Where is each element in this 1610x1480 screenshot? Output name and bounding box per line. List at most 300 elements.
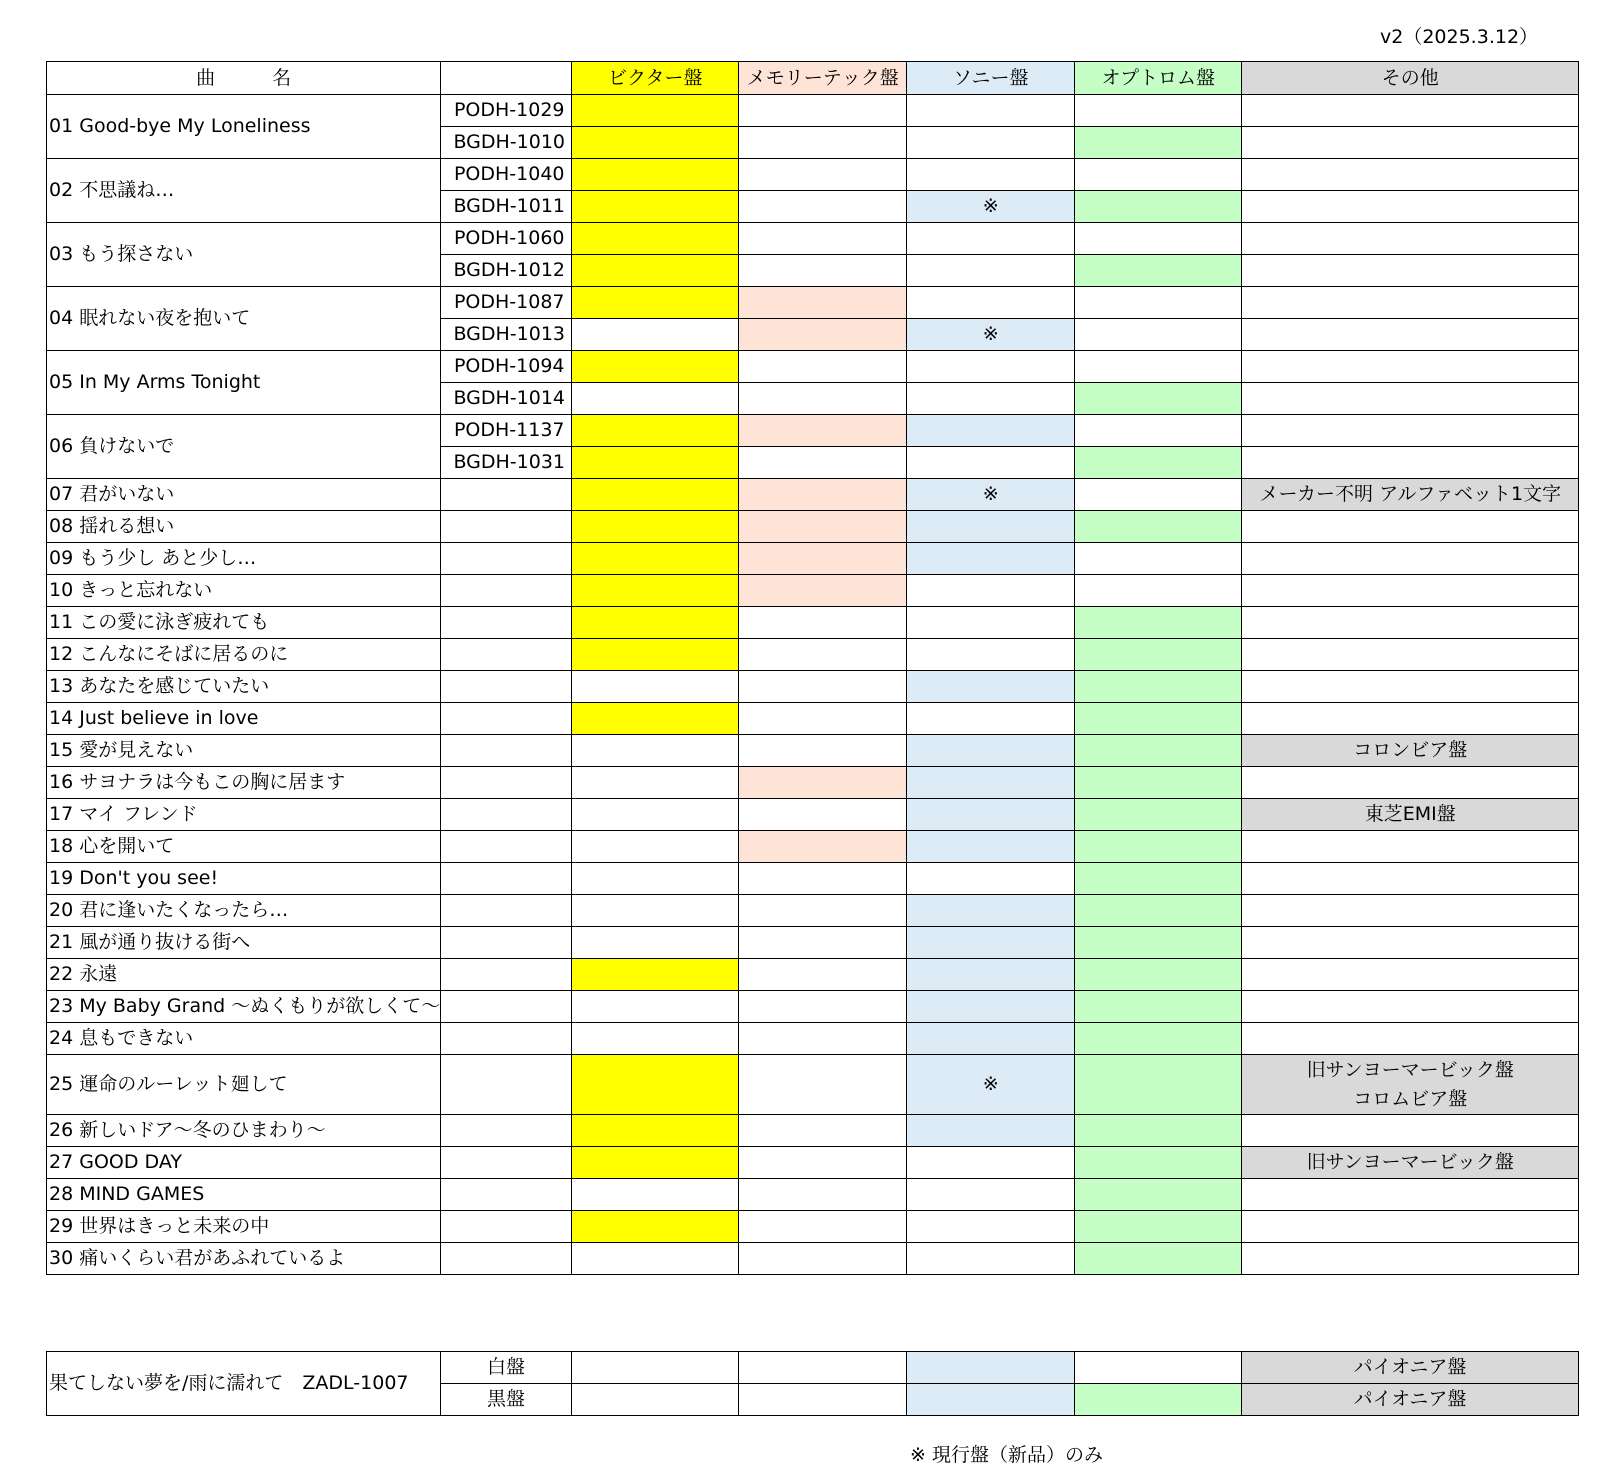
victor-cell (572, 1352, 739, 1384)
sony-cell: ※ (907, 191, 1075, 223)
sony-cell: ※ (907, 1055, 1075, 1115)
table-row (47, 287, 1579, 319)
song-title: 19 Don't you see! (47, 863, 441, 895)
table-row (47, 543, 1579, 575)
victor-cell (572, 671, 739, 703)
optrom-cell (1075, 415, 1242, 447)
memorytech-cell (739, 863, 907, 895)
sony-cell (907, 863, 1075, 895)
song-title: 12 こんなにそばに居るのに (47, 639, 441, 671)
other-cell (1242, 191, 1579, 223)
other-cell (1242, 383, 1579, 415)
catalog-number: BGDH-1031 (441, 447, 572, 479)
victor-cell (572, 703, 739, 735)
catalog-number (441, 575, 572, 607)
sony-cell (907, 831, 1075, 863)
optrom-cell (1075, 543, 1242, 575)
optrom-cell (1075, 223, 1242, 255)
optrom-cell (1075, 927, 1242, 959)
song-title: 04 眠れない夜を抱いて (47, 287, 441, 351)
optrom-cell (1075, 1055, 1242, 1115)
victor-cell (572, 575, 739, 607)
single-title: 果てしない夢を/雨に濡れて ZADL-1007 (47, 1352, 441, 1416)
other-cell: パイオニア盤 (1242, 1352, 1579, 1384)
catalog-number (441, 895, 572, 927)
other-cell (1242, 415, 1579, 447)
catalog-number (441, 479, 572, 511)
catalog-number (441, 1115, 572, 1147)
song-title: 28 MIND GAMES (47, 1179, 441, 1211)
table-row (47, 1055, 1579, 1115)
sony-cell (907, 351, 1075, 383)
catalog-number: PODH-1087 (441, 287, 572, 319)
optrom-cell (1075, 1115, 1242, 1147)
catalog-number: BGDH-1014 (441, 383, 572, 415)
sony-cell (907, 607, 1075, 639)
memorytech-cell (739, 959, 907, 991)
other-cell (1242, 767, 1579, 799)
memorytech-cell (739, 543, 907, 575)
table-row (47, 639, 1579, 671)
catalog-number (441, 1179, 572, 1211)
header-catalog (441, 62, 572, 95)
catalog-number (441, 991, 572, 1023)
table-row (47, 1023, 1579, 1055)
other-cell (1242, 895, 1579, 927)
song-title: 30 痛いくらい君があふれているよ (47, 1243, 441, 1275)
optrom-cell (1075, 671, 1242, 703)
catalog-number: PODH-1029 (441, 95, 572, 127)
memorytech-cell (739, 351, 907, 383)
table-row (47, 927, 1579, 959)
optrom-cell (1075, 735, 1242, 767)
other-cell (1242, 1115, 1579, 1147)
victor-cell (572, 319, 739, 351)
other-cell: パイオニア盤 (1242, 1384, 1579, 1416)
song-title: 25 運命のルーレット廻して (47, 1055, 441, 1115)
memorytech-cell (739, 1384, 907, 1416)
other-cell (1242, 511, 1579, 543)
table-row (47, 991, 1579, 1023)
catalog-number: BGDH-1013 (441, 319, 572, 351)
memorytech-cell (739, 191, 907, 223)
optrom-cell (1075, 255, 1242, 287)
optrom-cell (1075, 351, 1242, 383)
optrom-cell (1075, 1243, 1242, 1275)
other-cell: コロンビア盤 (1242, 735, 1579, 767)
catalog-number (441, 607, 572, 639)
optrom-cell (1075, 895, 1242, 927)
catalog-number (441, 511, 572, 543)
song-title: 10 きっと忘れない (47, 575, 441, 607)
optrom-cell (1075, 959, 1242, 991)
sony-cell (907, 1179, 1075, 1211)
optrom-cell (1075, 1352, 1242, 1384)
catalog-number (441, 831, 572, 863)
table-row (47, 831, 1579, 863)
optrom-cell (1075, 767, 1242, 799)
other-cell (1242, 831, 1579, 863)
optrom-cell (1075, 863, 1242, 895)
sony-cell (907, 1023, 1075, 1055)
victor-cell (572, 479, 739, 511)
memorytech-cell (739, 447, 907, 479)
catalog-number: PODH-1094 (441, 351, 572, 383)
sony-cell (907, 1384, 1075, 1416)
sony-cell (907, 383, 1075, 415)
optrom-cell (1075, 191, 1242, 223)
song-title: 17 マイ フレンド (47, 799, 441, 831)
victor-cell (572, 383, 739, 415)
other-cell (1242, 639, 1579, 671)
catalog-number: BGDH-1010 (441, 127, 572, 159)
header-optrom: オプトロム盤 (1075, 62, 1242, 95)
memorytech-cell (739, 703, 907, 735)
memorytech-cell (739, 95, 907, 127)
sony-cell (907, 895, 1075, 927)
sony-cell (907, 287, 1075, 319)
optrom-cell (1075, 575, 1242, 607)
table-row (47, 863, 1579, 895)
other-cell: 東芝EMI盤 (1242, 799, 1579, 831)
victor-cell (572, 1147, 739, 1179)
memorytech-cell (739, 223, 907, 255)
memorytech-cell (739, 639, 907, 671)
other-cell (1242, 223, 1579, 255)
sony-cell (907, 927, 1075, 959)
sony-cell (907, 223, 1075, 255)
victor-cell (572, 735, 739, 767)
disc-color-label: 白盤 (441, 1352, 572, 1384)
memorytech-cell (739, 319, 907, 351)
other-cell (1242, 863, 1579, 895)
memorytech-cell (739, 1243, 907, 1275)
optrom-cell (1075, 831, 1242, 863)
table-row (47, 575, 1579, 607)
optrom-cell (1075, 95, 1242, 127)
song-title: 13 あなたを感じていたい (47, 671, 441, 703)
victor-cell (572, 191, 739, 223)
optrom-cell (1075, 511, 1242, 543)
disc-color-label: 黒盤 (441, 1384, 572, 1416)
sony-cell (907, 159, 1075, 191)
memorytech-cell (739, 799, 907, 831)
catalog-number (441, 799, 572, 831)
victor-cell (572, 895, 739, 927)
catalog-number (441, 1055, 572, 1115)
song-title: 07 君がいない (47, 479, 441, 511)
table-row (47, 1179, 1579, 1211)
table-row (47, 671, 1579, 703)
other-cell (1242, 1023, 1579, 1055)
catalog-number (441, 1023, 572, 1055)
other-cell (1242, 991, 1579, 1023)
other-cell (1242, 1211, 1579, 1243)
sony-cell (907, 671, 1075, 703)
sony-cell (907, 543, 1075, 575)
memorytech-cell (739, 671, 907, 703)
sony-cell (907, 511, 1075, 543)
sony-cell (907, 767, 1075, 799)
table-row (47, 479, 1579, 511)
table-row (47, 1147, 1579, 1179)
catalog-number: BGDH-1012 (441, 255, 572, 287)
other-cell (1242, 1179, 1579, 1211)
memorytech-cell (739, 607, 907, 639)
victor-cell (572, 767, 739, 799)
other-cell (1242, 447, 1579, 479)
sony-cell (907, 1211, 1075, 1243)
optrom-cell (1075, 1179, 1242, 1211)
optrom-cell (1075, 607, 1242, 639)
table-row (47, 1243, 1579, 1275)
other-cell (1242, 607, 1579, 639)
single-table (46, 1351, 1579, 1416)
sony-cell (907, 447, 1075, 479)
victor-cell (572, 95, 739, 127)
song-title: 08 揺れる想い (47, 511, 441, 543)
sony-cell (907, 575, 1075, 607)
table-row (47, 1115, 1579, 1147)
table-row (47, 799, 1579, 831)
catalog-number: PODH-1137 (441, 415, 572, 447)
sony-cell (907, 1115, 1075, 1147)
song-title: 21 風が通り抜ける街へ (47, 927, 441, 959)
victor-cell (572, 351, 739, 383)
catalog-number (441, 639, 572, 671)
sony-cell (907, 735, 1075, 767)
optrom-cell (1075, 1147, 1242, 1179)
victor-cell (572, 1211, 739, 1243)
catalog-number (441, 927, 572, 959)
memorytech-cell (739, 831, 907, 863)
other-line: コロムビア盤 (1353, 1087, 1468, 1110)
memorytech-cell (739, 287, 907, 319)
other-cell (1242, 319, 1579, 351)
header-victor: ビクター盤 (572, 62, 739, 95)
table-row (47, 959, 1579, 991)
memorytech-cell (739, 1147, 907, 1179)
sony-cell: ※ (907, 319, 1075, 351)
memorytech-cell (739, 159, 907, 191)
catalog-number (441, 863, 572, 895)
other-cell (1242, 959, 1579, 991)
optrom-cell (1075, 991, 1242, 1023)
optrom-cell (1075, 703, 1242, 735)
victor-cell (572, 543, 739, 575)
other-cell (1242, 127, 1579, 159)
victor-cell (572, 863, 739, 895)
victor-cell (572, 447, 739, 479)
optrom-cell (1075, 159, 1242, 191)
header-sony: ソニー盤 (907, 62, 1075, 95)
memorytech-cell (739, 575, 907, 607)
song-title: 06 負けないで (47, 415, 441, 479)
other-cell (1242, 703, 1579, 735)
victor-cell (572, 1384, 739, 1416)
other-cell (1242, 1243, 1579, 1275)
optrom-cell (1075, 447, 1242, 479)
victor-cell (572, 959, 739, 991)
memorytech-cell (739, 127, 907, 159)
catalog-number (441, 671, 572, 703)
memorytech-cell (739, 255, 907, 287)
song-title: 11 この愛に泳ぎ疲れても (47, 607, 441, 639)
other-cell (1242, 351, 1579, 383)
catalog-number (441, 1147, 572, 1179)
song-title: 02 不思議ね… (47, 159, 441, 223)
main-table (46, 61, 1579, 1275)
song-title: 16 サヨナラは今もこの胸に居ます (47, 767, 441, 799)
table-row (47, 223, 1579, 255)
other-cell (1242, 543, 1579, 575)
song-title: 01 Good-bye My Loneliness (47, 95, 441, 159)
victor-cell (572, 927, 739, 959)
table-row (47, 159, 1579, 191)
optrom-cell (1075, 639, 1242, 671)
song-title: 18 心を開いて (47, 831, 441, 863)
victor-cell (572, 511, 739, 543)
table-row (47, 735, 1579, 767)
version-label: v2（2025.3.12） (1380, 26, 1539, 48)
optrom-cell (1075, 1211, 1242, 1243)
sony-cell (907, 127, 1075, 159)
catalog-number (441, 1211, 572, 1243)
table-row (47, 95, 1579, 127)
memorytech-cell (739, 767, 907, 799)
memorytech-cell (739, 1023, 907, 1055)
song-title: 29 世界はきっと未来の中 (47, 1211, 441, 1243)
sony-cell (907, 1352, 1075, 1384)
sony-cell (907, 415, 1075, 447)
sony-cell (907, 703, 1075, 735)
song-title: 05 In My Arms Tonight (47, 351, 441, 415)
sony-cell (907, 991, 1075, 1023)
other-cell (1242, 95, 1579, 127)
song-title: 22 永遠 (47, 959, 441, 991)
memorytech-cell (739, 383, 907, 415)
table-row (47, 511, 1579, 543)
song-title: 03 もう探さない (47, 223, 441, 287)
victor-cell (572, 287, 739, 319)
victor-cell (572, 1023, 739, 1055)
optrom-cell (1075, 479, 1242, 511)
header-row (47, 62, 1579, 95)
footnote: ※ 現行盤（新品）のみ (910, 1444, 1103, 1466)
table-row (47, 351, 1579, 383)
table-row (47, 607, 1579, 639)
optrom-cell (1075, 799, 1242, 831)
victor-cell (572, 1055, 739, 1115)
song-title: 27 GOOD DAY (47, 1147, 441, 1179)
song-title: 14 Just believe in love (47, 703, 441, 735)
victor-cell (572, 639, 739, 671)
victor-cell (572, 799, 739, 831)
sony-cell (907, 95, 1075, 127)
memorytech-cell (739, 1352, 907, 1384)
catalog-number (441, 703, 572, 735)
memorytech-cell (739, 415, 907, 447)
other-line: 旧サンヨーマービック盤 (1306, 1058, 1514, 1081)
catalog-number (441, 959, 572, 991)
other-cell (1242, 927, 1579, 959)
song-title: 15 愛が見えない (47, 735, 441, 767)
other-cell (1242, 255, 1579, 287)
sony-cell: ※ (907, 479, 1075, 511)
catalog-number (441, 543, 572, 575)
victor-cell (572, 127, 739, 159)
optrom-cell (1075, 319, 1242, 351)
other-cell (1242, 575, 1579, 607)
victor-cell (572, 415, 739, 447)
song-title: 24 息もできない (47, 1023, 441, 1055)
song-title: 09 もう少し あと少し… (47, 543, 441, 575)
victor-cell (572, 1243, 739, 1275)
sony-cell (907, 1147, 1075, 1179)
optrom-cell (1075, 1384, 1242, 1416)
other-cell: メーカー不明 アルファベット1文字 (1242, 479, 1579, 511)
song-title: 26 新しいドア～冬のひまわり～ (47, 1115, 441, 1147)
victor-cell (572, 159, 739, 191)
catalog-number (441, 767, 572, 799)
table-row (47, 415, 1579, 447)
memorytech-cell (739, 927, 907, 959)
table-row (47, 703, 1579, 735)
song-title: 23 My Baby Grand ～ぬくもりが欲しくて～ (47, 991, 441, 1023)
catalog-number: PODH-1060 (441, 223, 572, 255)
victor-cell (572, 831, 739, 863)
memorytech-cell (739, 511, 907, 543)
other-cell (1242, 671, 1579, 703)
optrom-cell (1075, 287, 1242, 319)
memorytech-cell (739, 1179, 907, 1211)
sony-cell (907, 959, 1075, 991)
table-row (47, 895, 1579, 927)
victor-cell (572, 1179, 739, 1211)
table-row (47, 767, 1579, 799)
memorytech-cell (739, 991, 907, 1023)
memorytech-cell (739, 1055, 907, 1115)
catalog-number (441, 1243, 572, 1275)
other-cell (1242, 287, 1579, 319)
other-cell: 旧サンヨーマービック盤 (1242, 1147, 1579, 1179)
victor-cell (572, 1115, 739, 1147)
catalog-number: PODH-1040 (441, 159, 572, 191)
optrom-cell (1075, 127, 1242, 159)
memorytech-cell (739, 1115, 907, 1147)
header-song: 曲 名 (47, 62, 441, 95)
optrom-cell (1075, 383, 1242, 415)
sony-cell (907, 799, 1075, 831)
memorytech-cell (739, 1211, 907, 1243)
sony-cell (907, 1243, 1075, 1275)
victor-cell (572, 255, 739, 287)
memorytech-cell (739, 735, 907, 767)
catalog-number (441, 735, 572, 767)
memorytech-cell (739, 479, 907, 511)
sony-cell (907, 639, 1075, 671)
memorytech-cell (739, 895, 907, 927)
song-title: 20 君に逢いたくなったら… (47, 895, 441, 927)
header-other: その他 (1242, 62, 1579, 95)
victor-cell (572, 991, 739, 1023)
victor-cell (572, 223, 739, 255)
table-row (47, 1211, 1579, 1243)
sony-cell (907, 255, 1075, 287)
optrom-cell (1075, 1023, 1242, 1055)
other-cell (1242, 1055, 1579, 1115)
catalog-number: BGDH-1011 (441, 191, 572, 223)
